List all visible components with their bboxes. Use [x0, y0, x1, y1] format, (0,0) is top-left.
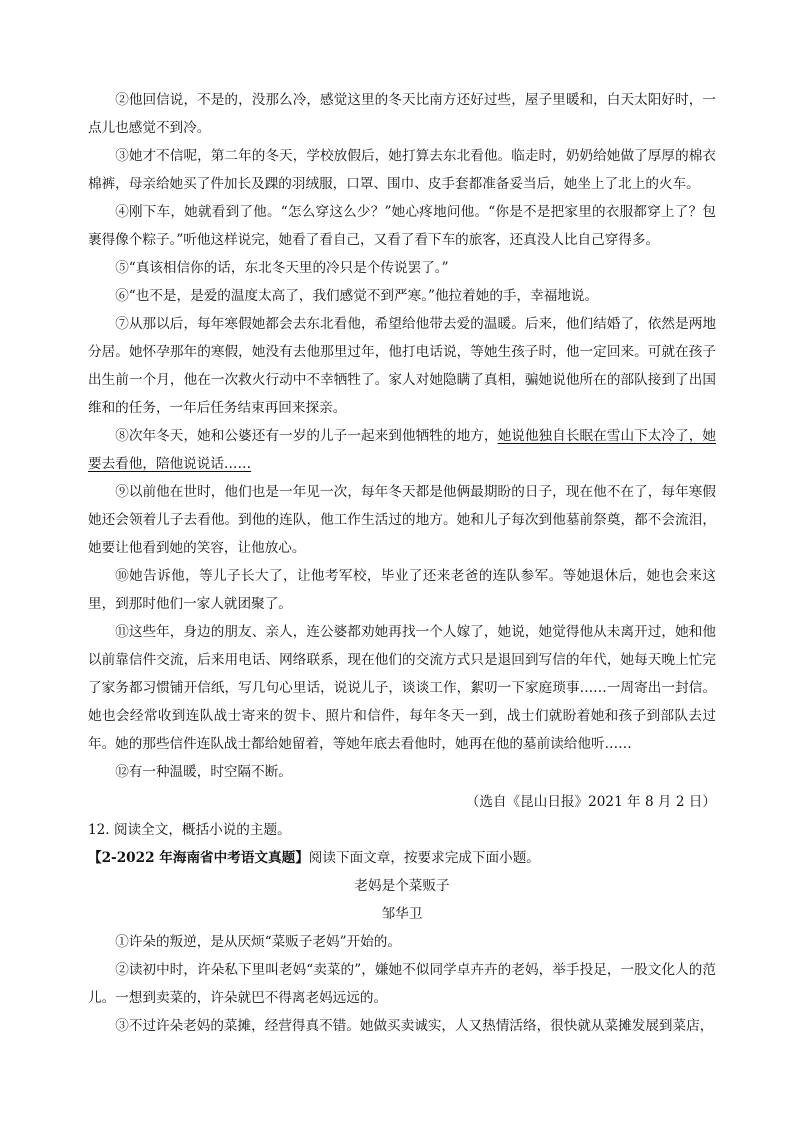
story1-paragraph-9: ⑨以前他在世时，他们也是一年见一次，每年冬天都是他俩最期盼的日子，现在他不在了，每年寒假她还会领着儿子去看他。到他的连队，他工作生活过的地方。她和儿子每次到他墓前祭奠，都不会流泪，她要让他看到她的笑容，让他放心。 [88, 484, 716, 556]
section2-author: 邹华卫 [381, 906, 423, 922]
story1-paragraph-12: ⑫有一种温暖，时空隔不断。 [115, 764, 292, 780]
section2-header [88, 844, 716, 872]
question-12: 12. 阅读全文，概括小说的主题。 [88, 822, 291, 838]
story1-paragraph-8-prefix: ⑧次年冬天，她和公婆还有一岁的儿子一起来到他牺牲的地方， [115, 428, 498, 444]
story1-paragraph-8 [88, 422, 716, 478]
section2-paragraph-2: ②读初中时，许朵私下里叫老妈“卖菜的”，嫌她不似同学卓卉卉的老妈，举手投足，一股文化人的范儿。一想到卖菜的，许朵就巴不得离老妈远远的。 [88, 962, 716, 1006]
story1-source: （选自《昆山日报》2021 年 8 月 2 日） [465, 794, 716, 810]
story1-paragraph-2: ②他回信说，不是的，没那么冷，感觉这里的冬天比南方还好过些，屋子里暖和，白天太阳好时，一点儿也感觉不到冷。 [88, 92, 716, 136]
story1-paragraph-10: ⑩她告诉他，等儿子长大了，让他考军校，毕业了还来老爸的连队参军。等她退休后，她也会来这里，到那时他们一家人就团聚了。 [88, 568, 716, 612]
document-page [88, 86, 716, 1040]
story1-paragraph-3: ③她才不信呢，第二年的冬天，学校放假后，她打算去东北看他。临走时，奶奶给她做了厚厚的棉衣棉裤，母亲给她买了件加长及踝的羽绒服，口罩、围巾、皮手套都准备妥当后，她坐上了北上的火车。 [88, 148, 716, 192]
story1-paragraph-5: ⑤“真该相信你的话，东北冬天里的冷只是个传说罢了。” [115, 260, 449, 276]
story1-paragraph-7: ⑦从那以后，每年寒假她都会去东北看他，希望给他带去爱的温暖。后来，他们结婚了，依然是两地分居。她怀孕那年的寒假，她没有去他那里过年，他打电话说，等她生孩子时，他一定回来。可就在孩子出生前一个月，他在一次救火行动中不幸牺牲了。家人对她隐瞒了真相，骗她说他所在的部队接到了出国维和的任务，一年后任务结束再回来探亲。 [88, 316, 716, 416]
section2-paragraph-3: ③不过许朵老妈的菜摊，经营得真不错。她做买卖诚实，人又热情活络，很快就从菜摊发展到菜店， [115, 1018, 714, 1034]
story1-paragraph-6: ⑥“也不是，是爱的温度太高了，我们感觉不到严寒。”他拉着她的手，幸福地说。 [115, 288, 599, 304]
section2-instruction: 阅读下面文章，按要求完成下面小题。 [308, 850, 540, 866]
section2-tag: 【2-2022 年海南省中考语文真题】 [88, 850, 309, 866]
section2-paragraph-1: ①许朵的叛逆，是从厌烦“菜贩子老妈”开始的。 [115, 934, 401, 950]
story1-paragraph-8-underlined: 她说他独自长眠在雪山下太冷了，她要去看他，陪他说说话…… [88, 428, 716, 472]
section2-title: 老妈是个菜贩子 [354, 878, 450, 894]
story1-paragraph-11: ⑪这些年，身边的朋友、亲人，连公婆都劝她再找一个人嫁了，她说，她觉得他从未离开过，她和他以前靠信件交流，后来用电话、网络联系，现在他们的交流方式只是退回到写信的年代，她每天晚上忙完了家务都习惯铺开信纸，写几句心里话，说说儿子，谈谈工作，絮叨一下家庭琐事……一周寄出一封信。她也会经常收到连队战士寄来的贺卡、照片和信件，每年冬天一到，战士们就盼着她和孩子到部队去过年。她的那些信件连队战士都给她留着，等她年底去看他时，她再在他的墓前读给他听…… [88, 624, 716, 752]
story1-paragraph-4: ④刚下车，她就看到了他。“怎么穿这么少？”她心疼地问他。“你是不是把家里的衣服都穿上了？包裹得像个粽子。”听他这样说完，她看了看自己，又看了看下车的旅客，还真没人比自己穿得多。 [88, 204, 716, 248]
